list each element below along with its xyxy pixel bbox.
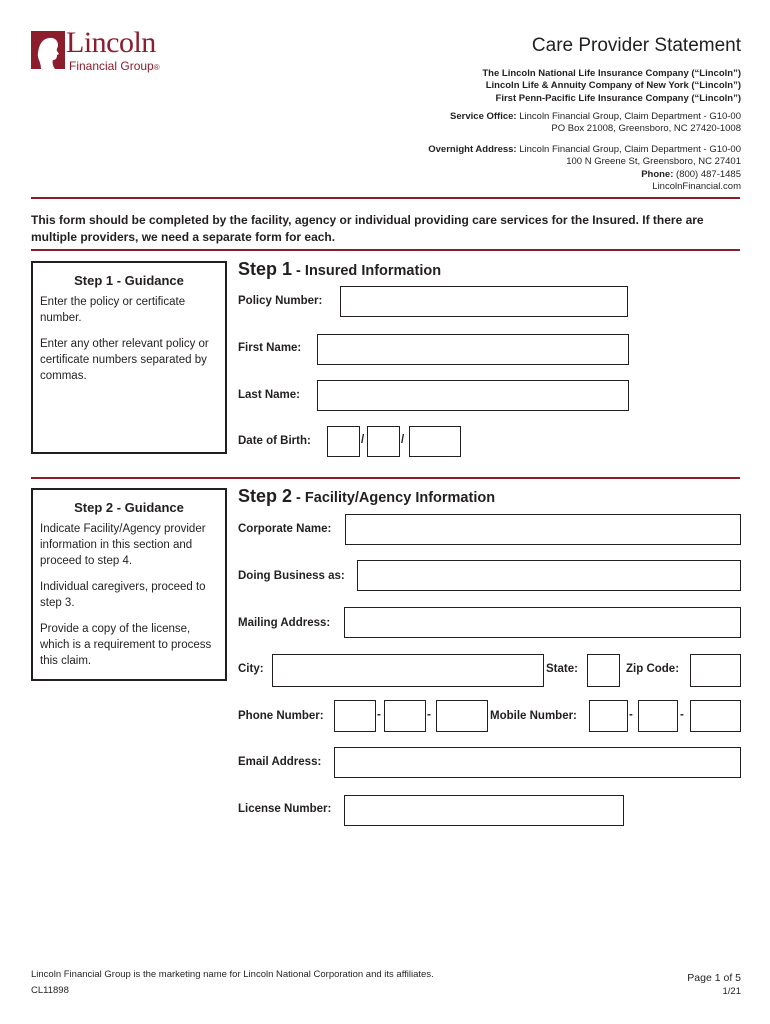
phone-line-input[interactable] <box>436 700 488 732</box>
zip-code-input[interactable] <box>690 654 741 687</box>
dob-year-input[interactable] <box>409 426 461 457</box>
dob-label: Date of Birth: <box>238 435 311 447</box>
city-input[interactable] <box>272 654 544 687</box>
mobile-separator: - <box>629 709 633 721</box>
mobile-prefix-input[interactable] <box>638 700 678 732</box>
step1-guidance-title: Step 1 - Guidance <box>74 273 184 288</box>
email-address-input[interactable] <box>334 747 741 778</box>
company-list: The Lincoln National Life Insurance Company (“Lincoln”) Lincoln Life & Annuity Company of New York (“Lincoln”) First Penn-Pacific Life Insurance Company (“Lincoln”) <box>482 68 741 104</box>
policy-number-input[interactable] <box>340 286 628 317</box>
divider <box>31 197 740 199</box>
website-link: LincolnFinancial.com <box>652 181 741 193</box>
intro-text: This form should be completed by the facility, agency or individual providing care services for the Insured. If there are multiple providers, we need a separate form for each. <box>31 213 704 244</box>
page-title: Care Provider Statement <box>531 35 741 56</box>
logo-wordmark: Lincoln <box>66 26 156 59</box>
first-name-input[interactable] <box>317 334 629 365</box>
zip-code-label: Zip Code: <box>626 663 680 675</box>
step2-guidance-title: Step 2 - Guidance <box>74 500 184 515</box>
doing-business-as-input[interactable] <box>357 560 741 591</box>
form-code: CL11898 <box>31 985 69 996</box>
state-label: State: <box>546 663 578 675</box>
step2-guidance-text: Indicate Facility/Agency provider information in this section and proceed to step 4. <box>40 523 206 567</box>
step1-guidance-text: Enter any other relevant policy or certificate numbers separated by commas. <box>40 338 209 382</box>
service-office-address: Service Office: Lincoln Financial Group, Claim Department - G10-00 PO Box 21008, Greensboro, NC 27420-1008 <box>450 111 741 135</box>
page-number: Page 1 of 5 <box>687 972 741 984</box>
marketing-disclaimer: Lincoln Financial Group is the marketing name for Lincoln National Corporation and its affiliates. <box>31 969 434 980</box>
first-name-label: First Name: <box>238 342 302 354</box>
last-name-input[interactable] <box>317 380 629 411</box>
mailing-address-input[interactable] <box>344 607 741 638</box>
mobile-area-input[interactable] <box>589 700 628 732</box>
phone-separator: - <box>377 709 381 721</box>
step2-guidance-text: Provide a copy of the license, which is a requirement to process this claim. <box>40 623 212 667</box>
phone-prefix-input[interactable] <box>384 700 426 732</box>
corporate-name-label: Corporate Name: <box>238 523 332 535</box>
dob-separator: / <box>401 434 405 446</box>
phone-number-label: Phone Number: <box>238 710 324 722</box>
dob-month-input[interactable] <box>327 426 360 457</box>
lincoln-silhouette-icon <box>31 31 65 69</box>
mobile-separator: - <box>680 709 684 721</box>
step1-guidance-text: Enter the policy or certificate number. <box>40 296 186 324</box>
dob-separator: / <box>361 434 365 446</box>
mobile-number-label: Mobile Number: <box>490 710 577 722</box>
revision-date: 1/21 <box>722 986 741 997</box>
mobile-line-input[interactable] <box>690 700 741 732</box>
email-address-label: Email Address: <box>238 756 322 768</box>
dob-day-input[interactable] <box>367 426 400 457</box>
logo-subtitle: Financial Group® <box>69 59 160 73</box>
license-number-input[interactable] <box>344 795 624 826</box>
state-input[interactable] <box>587 654 620 687</box>
step1-title: Step 1 - Insured Information <box>238 259 442 279</box>
divider <box>31 477 740 479</box>
divider <box>31 249 740 251</box>
mailing-address-label: Mailing Address: <box>238 617 331 629</box>
step2-title: Step 2 - Facility/Agency Information <box>238 486 496 506</box>
overnight-address: Overnight Address: Lincoln Financial Group, Claim Department - G10-00 100 N Greene St, Greensboro, NC 27401 Phone: (800) 487-1485 LincolnFinancial.com <box>428 144 741 193</box>
doing-business-as-label: Doing Business as: <box>238 570 345 582</box>
license-number-label: License Number: <box>238 803 332 815</box>
last-name-label: Last Name: <box>238 389 300 401</box>
phone-separator: - <box>427 709 431 721</box>
policy-number-label: Policy Number: <box>238 295 323 307</box>
step2-guidance-text: Individual caregivers, proceed to step 3. <box>40 581 206 609</box>
city-label: City: <box>238 663 264 675</box>
phone-area-input[interactable] <box>334 700 376 732</box>
step1-guidance-box <box>31 261 227 454</box>
step2-guidance-box <box>31 488 227 681</box>
corporate-name-input[interactable] <box>345 514 741 545</box>
